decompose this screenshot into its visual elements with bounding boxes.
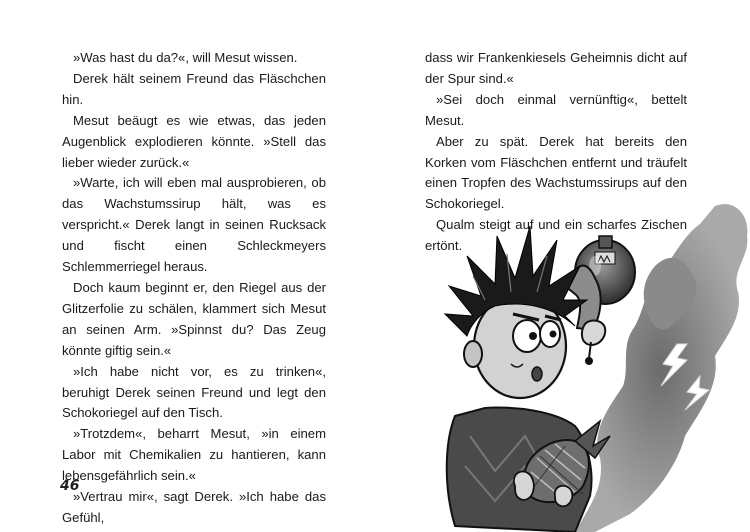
paragraph: »Was hast du da?«, will Mesut wissen. <box>73 50 298 65</box>
paragraph: Mesut beäugt es wie etwas, das jeden Augenblick explodieren könnte. »Stell das lieber wieder zurück.« <box>62 112 326 170</box>
left-text-column <box>62 48 326 529</box>
paragraph: »Warte, ich will eben mal ausprobieren, ob das Wachstumssirup hält, was es verspricht.« Derek langt in seinen Rucksack und fischt einen Schleckmeyers Schlemmerriegel heraus. <box>62 175 326 275</box>
illustration-boy-with-potion <box>415 196 750 532</box>
paragraph: Doch kaum beginnt er, den Riegel aus der Glitzerfolie zu schälen, klammert sich Mesut an seinen Arm. »Spinnst du? Das Zeug könnte giftig sein.« <box>62 279 326 358</box>
paragraph: »Vertrau mir«, sagt Derek. »Ich habe das Gefühl, <box>62 489 326 525</box>
paragraph: »Sei doch einmal vernünftig«, bettelt Mesut. <box>425 91 687 128</box>
paragraph: Aber zu spät. Derek hat bereits den Korken vom Fläschchen entfernt und träufelt einen Tropfen des Wachstumssirups auf den Schokoriegel. <box>425 133 687 212</box>
paragraph: Qualm steigt auf und ein scharfes Zischen ertönt. <box>425 217 687 254</box>
paragraph: »Ich habe nicht vor, es zu trinken«, beruhigt Derek seinen Freund und legt den Schokoriegel auf den Tisch. <box>62 363 326 421</box>
right-page <box>375 0 750 532</box>
paragraph: dass wir Frankenkiesels Geheimnis dicht auf der Spur sind.« <box>425 50 687 86</box>
paragraph: »Trotzdem«, beharrt Mesut, »in einem Labor mit Chemikalien zu hantieren, kann lebensgefährlich sein.« <box>62 426 326 484</box>
paragraph: Derek hält seinem Freund das Fläschchen hin. <box>62 70 326 107</box>
page-number: 46 <box>60 478 80 494</box>
